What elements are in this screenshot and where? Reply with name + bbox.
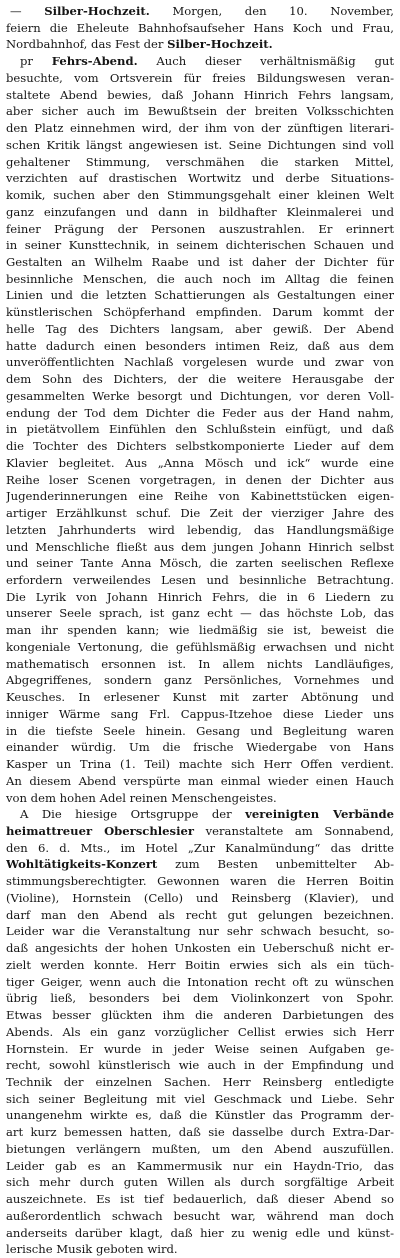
body-text: (Violine), Hornstein (Cello) und Reinsberg (Klavier), und	[6, 890, 394, 905]
body-text: An diesem Abend verspürte man einmal wieder einen Hauch	[6, 773, 394, 788]
body-text: art kurz bemessen hatten, daß sie dasselbe durch Extra-Dar-	[6, 1125, 394, 1140]
body-text: Die Lyrik von Johann Hinrich Fehrs, die in 6 Liedern zu	[6, 589, 394, 604]
body-text: dem Sohn des Dichters, der die weitere Herausgabe der	[6, 372, 394, 387]
body-text: kongeniale Vertonung, die gefühlsmäßig erwachsen und nicht	[6, 639, 394, 654]
text-line	[6, 689, 394, 706]
body-text: ganz einzufangen und dann in bildhafter Kleinmalerei und	[6, 204, 394, 219]
text-line	[6, 756, 394, 773]
bold-heading-text: Wohltätigkeits-Konzert	[6, 857, 158, 872]
text-line	[6, 873, 394, 890]
body-text: feiner Prägung der Personen auszustrahlen. Er erinnert	[6, 221, 394, 236]
text-line	[6, 1091, 394, 1108]
text-line	[6, 856, 394, 873]
body-text: auszeichnete. Es ist tief bedauerlich, daß dieser Abend so	[6, 1192, 394, 1207]
body-text: zielt werden konnte. Herr Boitin erwies sich als ein tüch-	[6, 957, 394, 972]
text-line	[6, 656, 394, 673]
body-text: sich mehr durch guten Willen als durch sorgfältige Arbeit	[6, 1175, 394, 1190]
text-line	[6, 840, 394, 857]
text-line	[6, 1225, 394, 1242]
body-text: lerische Musik geboten wird.	[6, 1242, 178, 1257]
body-text: künstlerischen Schöpferhand empfinden. Darum kommt der	[6, 305, 394, 320]
text-line	[6, 572, 394, 589]
text-line	[6, 388, 394, 405]
bold-heading-text: Silber-Hochzeit.	[167, 37, 273, 52]
body-text: feiern die Eheleute Bahnhofsaufseher Hans Koch und Frau,	[6, 20, 394, 35]
body-text: Klavier begleitet. Aus „Anna Mösch und ick“ wurde eine	[6, 455, 394, 470]
text-line	[6, 472, 394, 489]
text-line	[6, 1107, 394, 1124]
body-text: Kasper un Trina (1. Teil) machte sich Herr Offen verdient.	[6, 757, 394, 772]
body-text: Hornstein. Er wurde in jeder Weise seinen Aufgaben ge-	[6, 1041, 394, 1056]
body-text: Leider war die Veranstaltung nur sehr schwach besucht, so-	[6, 924, 394, 939]
text-line	[6, 1174, 394, 1191]
text-line	[6, 137, 394, 154]
body-text: Technik der einzelnen Sachen. Herr Reinsberg entledigte	[6, 1075, 394, 1089]
text-line	[6, 1041, 394, 1058]
text-line	[6, 1124, 394, 1141]
bold-heading-text: Silber-Hochzeit.	[44, 4, 150, 18]
text-line	[6, 605, 394, 622]
body-text: Auch dieser verhältnismäßig gut	[137, 54, 394, 69]
body-text: man ihr spenden kann; wie liedmäßig sie ist, beweist die	[6, 623, 394, 638]
body-text: unserer Seele sprach, ist ganz echt — das höchste Lob, das	[6, 606, 394, 621]
body-text: pr	[20, 54, 52, 69]
body-text: artiger Erzählkunst schuf. Die Zeit der vierziger Jahre des	[6, 506, 394, 521]
text-line	[6, 790, 394, 807]
text-line	[6, 940, 394, 957]
text-line	[6, 338, 394, 355]
body-text: Leider gab es an Kammermusik nur ein Haydn-Trio, das	[6, 1158, 394, 1173]
text-line	[6, 823, 394, 840]
text-line	[6, 555, 394, 572]
bold-heading-text: heimattreuer Oberschlesier	[6, 823, 194, 838]
text-line	[6, 304, 394, 321]
text-line	[6, 36, 394, 53]
text-line	[6, 271, 394, 288]
body-text: verzichten auf drastischen Wortwitz und derbe Situations-	[6, 171, 394, 186]
body-text: Jugenderinnerungen eine Reihe von Kabinettstücken eigen-	[6, 489, 394, 504]
text-line	[6, 70, 394, 87]
text-line	[6, 890, 394, 907]
body-text: einander würdig. Um die frische Wiedergabe von Hans	[6, 740, 394, 755]
text-line	[6, 539, 394, 556]
body-text: den 6. d. Mts., im Hotel „Zur Kanalmündung“ das dritte	[6, 840, 394, 855]
body-text: A Die hiesige Ortsgruppe der	[20, 807, 246, 822]
body-text: tiger Geiger, wenn auch die Intonation recht oft zu wünschen	[6, 974, 394, 989]
text-line	[6, 120, 394, 137]
body-text: endung der Tod dem Dichter die Feder aus der Hand nahm,	[6, 405, 394, 420]
body-text: die Tochter des Dichters selbstkomponierte Lieder auf dem	[6, 439, 394, 454]
body-text: unveröffentlichten Nachlaß vorgelesen wurde und zwar von	[6, 355, 394, 370]
text-line	[6, 1024, 394, 1041]
body-text: in pietätvollem Einfühlen den Schlußstein einfügt, und daß	[6, 422, 394, 437]
body-text: zum Besten unbemittelter Ab-	[157, 857, 394, 872]
body-text: recht, sowohl künstlerisch wie auch in der Empfindung und	[6, 1058, 394, 1073]
body-text: aber sicher auch im Bewußtsein der breiten Volksschichten	[6, 104, 394, 119]
text-line	[6, 1241, 394, 1258]
text-line	[6, 354, 394, 371]
body-text: veranstaltete am Sonnabend,	[193, 823, 394, 838]
body-text: Linien und die letzten Schattierungen als Gestaltungen einer	[6, 288, 394, 303]
body-text: Gestalten an Wilhelm Raabe und ist daher der Dichter für	[6, 255, 394, 270]
text-line	[6, 639, 394, 656]
text-line	[6, 974, 394, 991]
text-line	[6, 1057, 394, 1074]
text-line	[6, 1158, 394, 1175]
body-text: Keusches. In erlesener Kunst mit zarter Abtönung und	[6, 690, 394, 705]
bold-heading-text: Fehrs-Abend.	[51, 54, 138, 69]
text-line	[6, 739, 394, 756]
text-line	[6, 806, 394, 823]
text-line	[6, 1007, 394, 1024]
text-line	[6, 254, 394, 271]
body-text: daß angesichts der hohen Unkosten ein Ueberschuß nicht er-	[6, 941, 394, 956]
body-text: Abgegriffenes, sondern ganz Persönliches, Vornehmes und	[6, 673, 394, 688]
article-silberhochzeit	[6, 3, 394, 53]
text-line	[6, 589, 394, 606]
text-line	[6, 204, 394, 221]
body-text: bietungen verlängern mußten, um den Abend auszufüllen.	[6, 1141, 394, 1156]
body-text: und seiner Tante Anna Mösch, die zarten seelischen Reflexe	[6, 556, 394, 571]
text-line	[6, 53, 394, 70]
body-text: inniger Wärme sang Frl. Cappus-Itzehoe diese Lieder uns	[6, 706, 394, 721]
text-line	[6, 3, 394, 20]
text-line	[6, 1191, 394, 1208]
text-line	[6, 622, 394, 639]
body-text: sich seiner Begleitung mit viel Geschmack und Liebe. Sehr	[6, 1091, 394, 1106]
text-line	[6, 1141, 394, 1158]
text-line	[6, 990, 394, 1007]
text-line	[6, 154, 394, 171]
text-line	[6, 455, 394, 472]
text-line	[6, 421, 394, 438]
body-text: den Platz einnehmen wird, der ihm von der zünftigen literari-	[6, 121, 394, 136]
body-text: besinnliche Menschen, die auch noch im Alltag die feinen	[6, 271, 394, 286]
body-text: Etwas besser glückten ihm die anderen Darbietungen des	[6, 1008, 394, 1023]
body-text: gesammelten Werke besorgt und Dichtungen, vor deren Voll-	[6, 388, 394, 403]
body-text: Abends. Als ein ganz vorzüglicher Cellist erwies sich Herr	[6, 1024, 394, 1039]
bold-heading-text: vereinigten Verbände	[245, 807, 394, 822]
text-line	[6, 1074, 394, 1091]
body-text: übrig ließ, besonders bei dem Violinkonzert von Spohr.	[6, 991, 394, 1006]
text-line	[6, 103, 394, 120]
body-text: Reihe loser Scenen vorgetragen, in denen der Dichter aus	[6, 472, 394, 487]
body-text: außerordentlich schwach besucht war, während man doch	[6, 1208, 394, 1223]
body-text: schen Kritik längst angewiesen ist. Seine Dichtungen sind voll	[6, 137, 394, 152]
body-text: gehaltener Stimmung, verschmähen die starken Mittel,	[6, 154, 394, 169]
body-text: von dem hohen Adel reinen Menschengeistes.	[6, 790, 277, 805]
body-text: erfordern verweilendes Lesen und besinnliche Betrachtung.	[6, 572, 394, 587]
body-text: Morgen, den 10. November,	[149, 4, 394, 18]
text-line	[6, 221, 394, 238]
body-text: Nordbahnhof, das Fest der	[6, 37, 168, 52]
text-line	[6, 957, 394, 974]
body-text: anderseits darüber klagt, daß hier zu wenig edle und künst-	[6, 1225, 394, 1240]
article-fehrs-abend	[6, 53, 394, 806]
body-text: stimmungsberechtigter. Gewonnen waren die Herren Boitin	[6, 874, 394, 889]
text-line	[6, 321, 394, 338]
text-line	[6, 923, 394, 940]
text-line	[6, 438, 394, 455]
body-text: in die tiefste Seele hinein. Gesang und Begleitung waren	[6, 723, 394, 738]
body-text: staltete Abend bewies, daß Johann Hinrich Fehrs langsam,	[6, 87, 394, 102]
text-line	[6, 287, 394, 304]
body-text: mathematisch ersonnen ist. In allem nichts Landläufiges,	[6, 656, 394, 671]
article-list	[6, 3, 394, 1258]
text-line	[6, 187, 394, 204]
text-line	[6, 773, 394, 790]
article-wohltaetigkeits-konzert	[6, 806, 394, 1258]
body-text: unangenehm wirkte es, daß die Künstler das Programm der-	[6, 1108, 394, 1123]
body-text: komik, suchen aber den Stimmungsgehalt einer kleinen Welt	[6, 188, 394, 203]
body-text: darf man den Abend als recht gut gelungen bezeichnen.	[6, 907, 394, 922]
text-line	[6, 488, 394, 505]
text-line	[6, 907, 394, 924]
text-line	[6, 706, 394, 723]
body-text: in seiner Kunsttechnik, in seinem dichterischen Schauen und	[6, 238, 394, 253]
text-line	[6, 522, 394, 539]
text-line	[6, 87, 394, 104]
body-text: letzten Jahrhunderts wird lebendig, das Handlungsmäßige	[6, 522, 394, 537]
text-line	[6, 505, 394, 522]
text-line	[6, 170, 394, 187]
body-text: helle Tag des Dichters langsam, aber gewiß. Der Abend	[6, 321, 394, 336]
body-text: und Menschliche fließt aus dem jungen Johann Hinrich selbst	[6, 539, 394, 554]
text-line	[6, 405, 394, 422]
text-line	[6, 723, 394, 740]
text-line	[6, 20, 394, 37]
text-line	[6, 672, 394, 689]
body-text: hatte dadurch einen besonders intimen Reiz, daß aus dem	[6, 338, 394, 353]
body-text: besuchte, vom Ortsverein für freies Bildungswesen veran-	[6, 70, 394, 85]
body-text: —	[10, 4, 45, 18]
text-line	[6, 1208, 394, 1225]
text-line	[6, 371, 394, 388]
text-line	[6, 237, 394, 254]
